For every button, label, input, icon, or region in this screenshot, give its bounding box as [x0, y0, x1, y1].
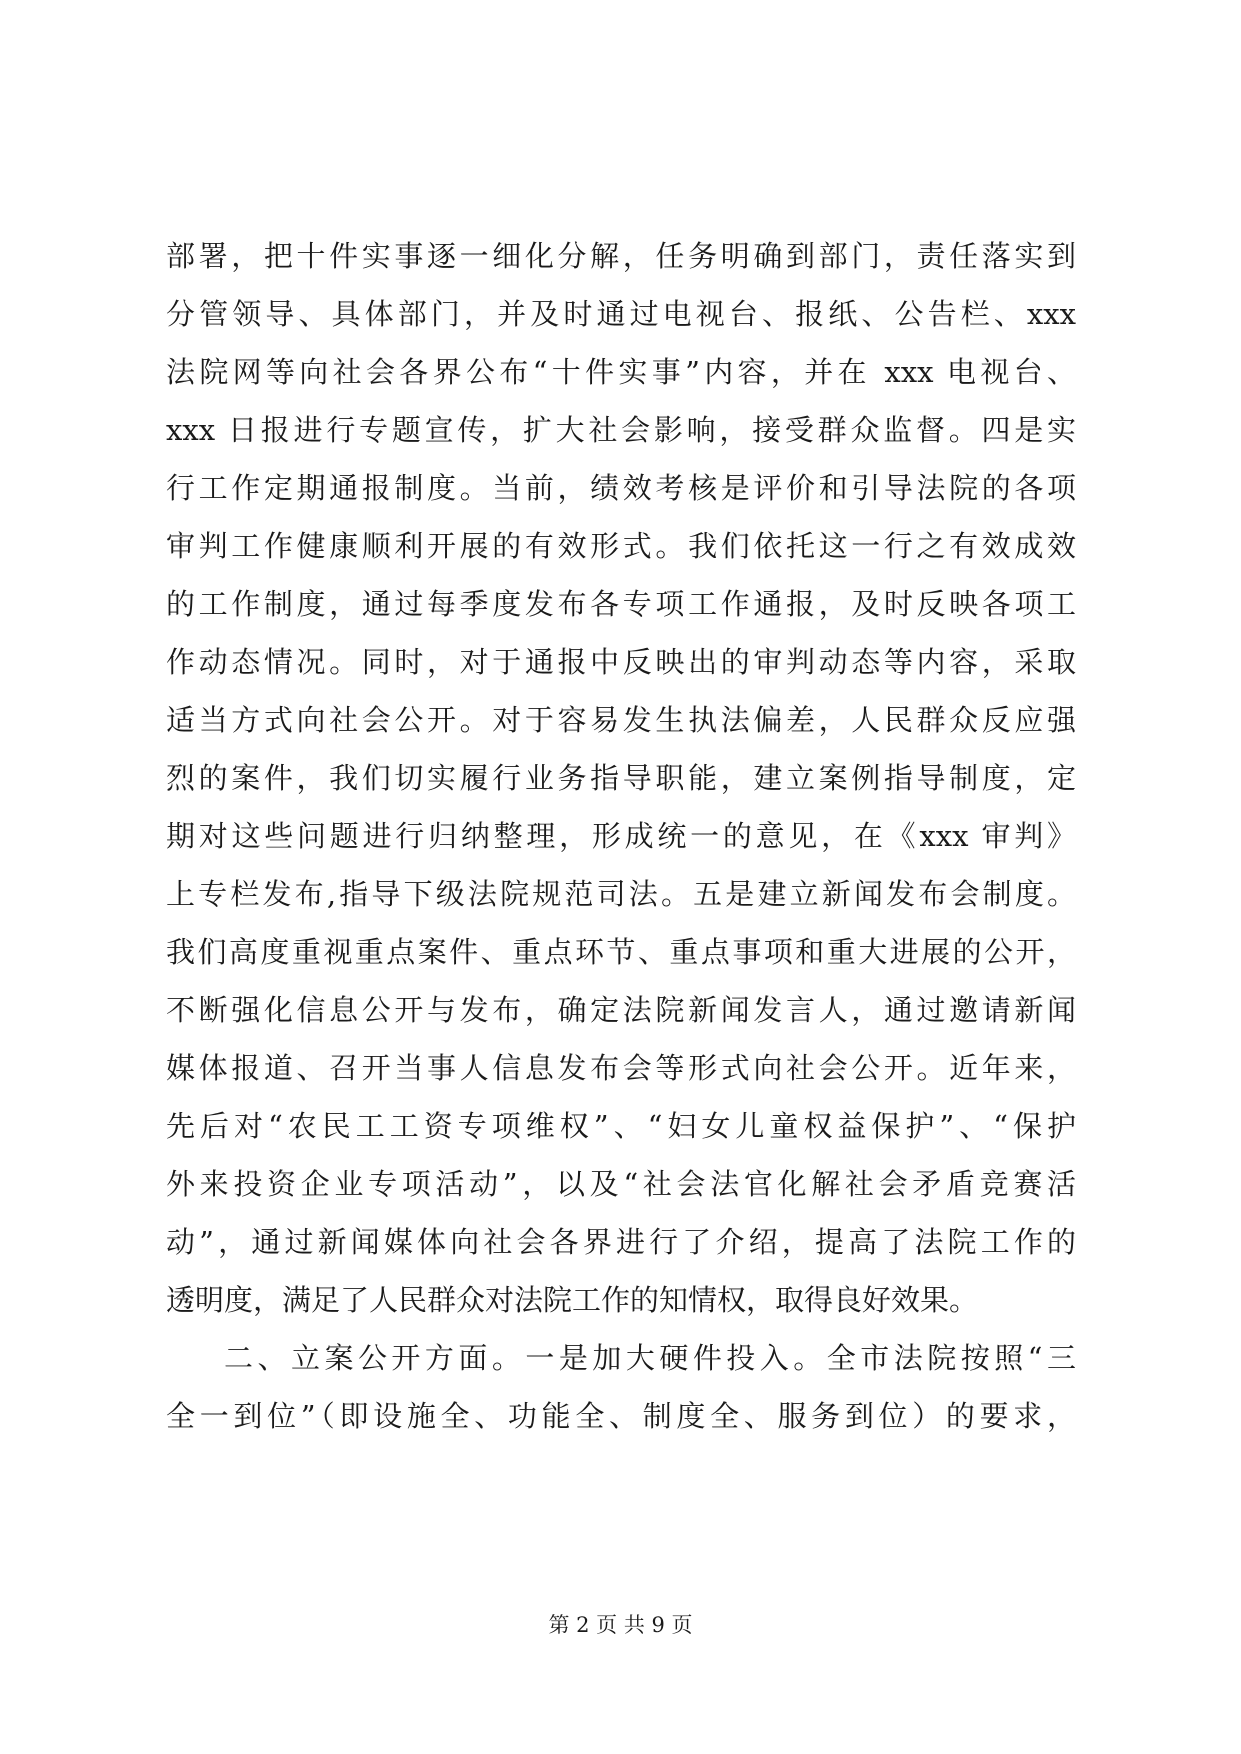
- page-number: 第 2 页 共 9 页: [548, 1613, 693, 1637]
- text-line: 外来投资企业专项活动”，以及“社会法官化解社会矛盾竞赛活: [166, 1167, 1076, 1201]
- body-text: [166, 227, 1076, 1445]
- text-line: 不断强化信息公开与发布，确定法院新闻发言人，通过邀请新闻: [166, 993, 1076, 1027]
- page-footer: [0, 1610, 1241, 1640]
- text-line: 适当方式向社会公开。对于容易发生执法偏差，人民群众反应强: [166, 703, 1076, 737]
- text-line: 上专栏发布,指导下级法院规范司法。五是建立新闻发布会制度。: [166, 877, 1076, 911]
- text-line: 全一到位”（即设施全、功能全、制度全、服务到位）的要求，: [166, 1399, 1076, 1433]
- text-line: 期对这些问题进行归纳整理，形成统一的意见，在《xxx 审判》: [166, 819, 1076, 853]
- text-line: 先后对“农民工工资专项维权”、“妇女儿童权益保护”、“保护: [166, 1109, 1076, 1143]
- text-line: 法院网等向社会各界公布“十件实事”内容，并在 xxx 电视台、: [166, 355, 1076, 389]
- text-line: 我们高度重视重点案件、重点环节、重点事项和重大进展的公开，: [166, 935, 1076, 969]
- text-line: 透明度，满足了人民群众对法院工作的知情权，取得良好效果。: [166, 1283, 979, 1317]
- paragraph-first-line: 二、立案公开方面。一是加大硬件投入。全市法院按照“三: [224, 1341, 1076, 1375]
- text-line: 烈的案件，我们切实履行业务指导职能，建立案例指导制度，定: [166, 761, 1076, 795]
- text-line: 审判工作健康顺利开展的有效形式。我们依托这一行之有效成效: [166, 529, 1076, 563]
- text-line: 部署，把十件实事逐一细化分解，任务明确到部门，责任落实到: [166, 239, 1076, 273]
- text-line: 的工作制度，通过每季度发布各专项工作通报，及时反映各项工: [166, 587, 1076, 621]
- text-line: 作动态情况。同时，对于通报中反映出的审判动态等内容，采取: [166, 645, 1076, 679]
- text-line: 媒体报道、召开当事人信息发布会等形式向社会公开。近年来，: [166, 1051, 1076, 1085]
- text-line: 动”，通过新闻媒体向社会各界进行了介绍，提高了法院工作的: [166, 1225, 1076, 1259]
- text-line: 分管领导、具体部门，并及时通过电视台、报纸、公告栏、xxx: [166, 297, 1076, 331]
- text-line: xxx 日报进行专题宣传，扩大社会影响，接受群众监督。四是实: [166, 413, 1076, 447]
- text-line: 行工作定期通报制度。当前，绩效考核是评价和引导法院的各项: [166, 471, 1076, 505]
